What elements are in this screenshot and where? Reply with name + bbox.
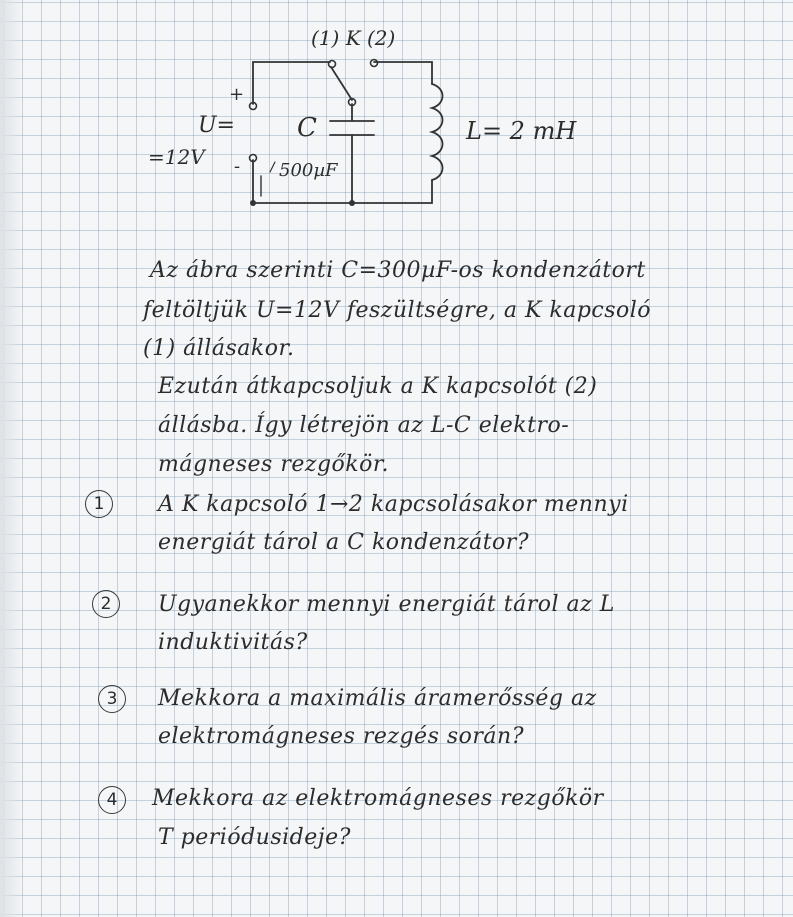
- intro-line-6: mágneses rezgőkör.: [158, 452, 389, 477]
- junction-left: [250, 200, 256, 206]
- question-3-number: 3: [98, 685, 126, 713]
- question-4-line-2: T periódusideje?: [158, 825, 351, 850]
- capacitance-value: 500µF: [279, 160, 338, 181]
- switch-label: (1) K (2): [311, 26, 396, 50]
- question-3-line-1: Mekkora a maximális áramerősség az: [158, 686, 597, 711]
- junction-middle: [349, 200, 355, 206]
- question-2-line-2: induktivitás?: [158, 630, 308, 655]
- capacitor-label: C: [297, 113, 317, 143]
- question-1-number: 1: [85, 490, 113, 518]
- switch-contact-2: [371, 60, 378, 67]
- intro-line-2: feltöltjük U=12V feszültségre, a K kapcsoló: [143, 298, 652, 323]
- annotation-slash: [270, 162, 275, 172]
- question-1-line-1: A K kapcsoló 1→2 kapcsolásakor mennyi: [158, 492, 629, 517]
- question-2-number: 2: [92, 590, 120, 618]
- question-4-line-1: Mekkora az elektromágneses rezgőkör: [152, 786, 604, 811]
- wire-inductor-bottom: [253, 180, 432, 203]
- voltage-value: =12V: [148, 145, 205, 169]
- wire-left-top: [253, 62, 330, 104]
- intro-line-4: Ezután átkapcsoljuk a K kapcsolót (2): [158, 374, 598, 399]
- wire-right-top: [374, 62, 432, 84]
- question-1-line-2: energiát tárol a C kondenzátor?: [158, 530, 530, 555]
- intro-line-1: Az ábra szerinti C=300µF-os kondenzátort: [150, 258, 646, 283]
- switch-blade: [331, 67, 352, 100]
- question-4-number: 4: [98, 786, 126, 814]
- voltage-label: U=: [198, 113, 235, 138]
- minus-sign: -: [234, 156, 241, 177]
- question-2-line-1: Ugyanekkor mennyi energiát tárol az L: [158, 592, 615, 617]
- intro-line-3: (1) állásakor.: [143, 336, 295, 361]
- plus-sign: +: [229, 84, 245, 105]
- inductor-coil: [432, 84, 443, 180]
- inductance-label: L= 2 mH: [466, 117, 577, 145]
- question-3-line-2: elektromágneses rezgés során?: [158, 724, 524, 749]
- switch-contact-1: [329, 61, 336, 68]
- intro-line-5: állásba. Így létrejön az L-C elektro-: [158, 413, 570, 438]
